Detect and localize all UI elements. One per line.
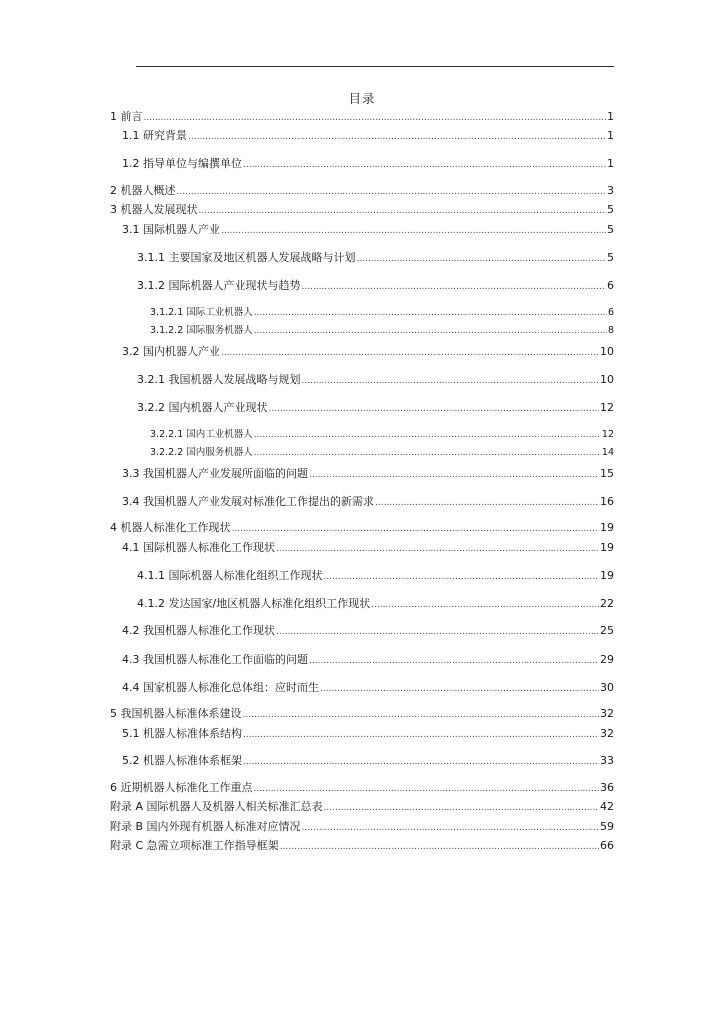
toc-entry-label: 3.2.2.2 国内服务机器人 (150, 447, 253, 458)
toc-entry[interactable] (150, 306, 614, 320)
toc-leader-dots (309, 468, 599, 482)
toc-entry-label: 3.2 国内机器人产业 (122, 345, 220, 358)
toc-entry[interactable] (122, 681, 614, 695)
toc-entry-page-number: 1 (607, 129, 614, 142)
toc-entry-label: 4.1.2 发达国家/地区机器人标准化组织工作现状 (137, 597, 371, 610)
toc-title: 目录 (348, 91, 376, 106)
toc-leader-dots (320, 682, 599, 696)
toc-entry[interactable] (137, 251, 614, 265)
toc-entry-page-number: 66 (600, 839, 614, 852)
toc-entry-page-number: 8 (607, 325, 614, 336)
toc-leader-dots (302, 821, 599, 835)
toc-entry[interactable] (122, 495, 614, 509)
toc-entry[interactable] (137, 279, 614, 293)
toc-leader-dots (177, 185, 607, 199)
toc-leader-dots (221, 346, 599, 360)
toc-entry-label: 3.1.2.2 国际服务机器人 (150, 325, 253, 336)
toc-entry[interactable] (122, 157, 614, 171)
toc-entry-label: 4.1 国际机器人标准化工作现状 (122, 541, 275, 554)
toc-entry-label: 1.1 研究背景 (122, 129, 187, 142)
toc-entry-page-number: 5 (607, 203, 614, 216)
toc-entry-label: 3.2.2.1 国内工业机器人 (150, 429, 253, 440)
toc-entry[interactable] (137, 569, 614, 583)
toc-entry-label: 3.3 我国机器人产业发展所面临的问题 (122, 467, 308, 480)
toc-entry[interactable] (110, 839, 614, 853)
toc-entry-label: 1.2 指导单位与编撰单位 (122, 157, 242, 170)
toc-entry-page-number: 19 (600, 569, 614, 582)
toc-leader-dots (144, 111, 607, 125)
toc-leader-dots (243, 158, 606, 172)
toc-leader-dots (302, 280, 607, 294)
toc-entry-label: 4.4 国家机器人标准化总体组：应时而生 (122, 681, 319, 694)
toc-leader-dots (254, 782, 600, 796)
toc-entry-label: 3.4 我国机器人产业发展对标准化工作提出的新需求 (122, 495, 374, 508)
toc-leader-dots (243, 728, 599, 742)
toc-entry-page-number: 12 (600, 401, 614, 414)
toc-entry-page-number: 6 (607, 279, 614, 292)
toc-leader-dots (254, 306, 607, 320)
toc-entry-page-number: 10 (600, 345, 614, 358)
toc-entry-page-number: 42 (600, 800, 614, 813)
toc-leader-dots (324, 801, 599, 815)
toc-entry-page-number: 19 (600, 541, 614, 554)
toc-entry[interactable] (110, 781, 614, 795)
toc-entry-page-number: 1 (607, 110, 614, 123)
toc-entry[interactable] (110, 184, 614, 198)
toc-entry-label: 3.1.2.1 国际工业机器人 (150, 307, 253, 318)
toc-entry[interactable] (110, 800, 614, 814)
toc-leader-dots (276, 542, 599, 556)
toc-entry[interactable] (110, 110, 614, 124)
toc-entry-page-number: 14 (601, 447, 614, 458)
toc-entry[interactable] (137, 373, 614, 387)
toc-leader-dots (254, 446, 601, 460)
toc-leader-dots (309, 654, 599, 668)
toc-entry-label: 附录 A 国际机器人及机器人相关标准汇总表 (110, 800, 323, 813)
toc-entry-page-number: 19 (600, 521, 614, 534)
toc-entry[interactable] (150, 428, 614, 442)
toc-entry-label: 3.1 国际机器人产业 (122, 223, 220, 236)
toc-leader-dots (254, 324, 607, 338)
toc-entry-page-number: 59 (600, 820, 614, 833)
toc-entry-page-number: 12 (601, 429, 614, 440)
toc-entry[interactable] (137, 401, 614, 415)
toc-entry[interactable] (150, 446, 614, 460)
toc-entry-label: 5 我国机器人标准体系建设 (110, 707, 242, 720)
toc-leader-dots (375, 496, 599, 510)
toc-entry[interactable] (122, 467, 614, 481)
toc-entry[interactable] (122, 541, 614, 555)
toc-leader-dots (243, 755, 599, 769)
toc-leader-dots (243, 708, 600, 722)
toc-entry-page-number: 5 (607, 223, 614, 236)
toc-entry-page-number: 3 (607, 184, 614, 197)
toc-leader-dots (276, 625, 599, 639)
toc-entry-label: 2 机器人概述 (110, 184, 176, 197)
toc-leader-dots (269, 402, 600, 416)
toc-leader-dots (280, 840, 599, 854)
toc-entry-label: 4 机器人标准化工作现状 (110, 521, 231, 534)
toc-leader-dots (323, 570, 599, 584)
toc-entry-page-number: 1 (607, 157, 614, 170)
toc-entry-label: 附录 B 国内外现有机器人标准对应情况 (110, 820, 301, 833)
toc-entry-page-number: 32 (600, 727, 614, 740)
toc-entry[interactable] (137, 597, 614, 611)
toc-leader-dots (221, 224, 606, 238)
toc-entry-label: 5.2 机器人标准体系框架 (122, 754, 242, 767)
toc-entry-label: 3.2.2 国内机器人产业现状 (137, 401, 268, 414)
toc-entry-page-number: 16 (600, 495, 614, 508)
toc-leader-dots (371, 598, 599, 612)
toc-entry-page-number: 15 (600, 467, 614, 480)
toc-entry-page-number: 36 (600, 781, 614, 794)
toc-entry-label: 4.1.1 国际机器人标准化组织工作现状 (137, 569, 323, 582)
toc-entry-page-number: 29 (600, 653, 614, 666)
toc-entry[interactable] (110, 707, 614, 721)
toc-entry-page-number: 5 (607, 251, 614, 264)
header-rule (136, 66, 614, 67)
toc-entry[interactable] (122, 129, 614, 143)
toc-entry-page-number: 6 (607, 307, 614, 318)
toc-entry-page-number: 22 (600, 597, 614, 610)
toc-entry-label: 附录 C 急需立项标准工作指导框架 (110, 839, 279, 852)
toc-entry-page-number: 33 (600, 754, 614, 767)
toc-leader-dots (188, 130, 606, 144)
toc-entry-label: 6 近期机器人标准化工作重点 (110, 781, 253, 794)
toc-entry-label: 3.1.2 国际机器人产业现状与趋势 (137, 279, 301, 292)
toc-entry-label: 3 机器人发展现状 (110, 203, 198, 216)
toc-leader-dots (302, 374, 600, 388)
toc-entry-page-number: 32 (600, 707, 614, 720)
toc-entry-label: 4.2 我国机器人标准化工作现状 (122, 624, 275, 637)
toc-entry[interactable] (110, 521, 614, 535)
toc-leader-dots (356, 252, 606, 266)
toc-entry[interactable] (122, 345, 614, 359)
toc-entry[interactable] (122, 653, 614, 667)
toc-entry[interactable] (122, 727, 614, 741)
toc-leader-dots (199, 204, 607, 218)
toc-entry[interactable] (110, 820, 614, 834)
toc-entry-label: 1 前言 (110, 110, 143, 123)
toc-entry[interactable] (150, 324, 614, 338)
toc-entry-label: 3.1.1 主要国家及地区机器人发展战略与计划 (137, 251, 356, 264)
toc-entry-label: 3.2.1 我国机器人发展战略与规划 (137, 373, 301, 386)
toc-leader-dots (254, 428, 601, 442)
toc-entry-page-number: 30 (600, 681, 614, 694)
toc-entry[interactable] (122, 754, 614, 768)
toc-entry-label: 5.1 机器人标准体系结构 (122, 727, 242, 740)
toc-entry[interactable] (122, 624, 614, 638)
toc-entry-page-number: 10 (600, 373, 614, 386)
toc-entry[interactable] (110, 203, 614, 217)
toc-leader-dots (232, 522, 600, 536)
toc-entry-page-number: 25 (600, 624, 614, 637)
toc-entry[interactable] (122, 223, 614, 237)
toc-entry-label: 4.3 我国机器人标准化工作面临的问题 (122, 653, 308, 666)
